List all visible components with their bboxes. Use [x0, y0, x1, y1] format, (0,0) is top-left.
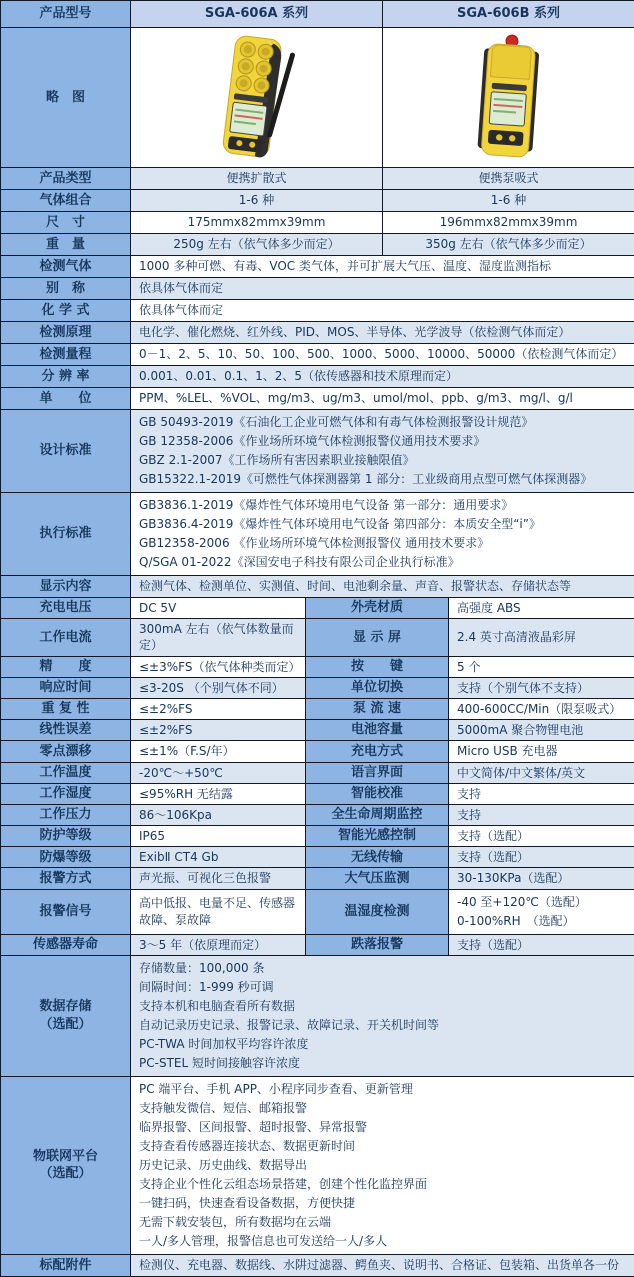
feature-line: 间隔时间：1-999 秒可调 — [139, 979, 274, 994]
product-photo-sga-606b — [383, 28, 634, 168]
row-detection-range — [1, 344, 634, 366]
spec-label: 温湿度检测 — [306, 890, 449, 935]
feature-line: 历史记录、历史曲线、数据导出 — [139, 1157, 308, 1172]
diffusion-detector-illustration — [205, 32, 309, 164]
spec-value-b: 1-6 种 — [383, 190, 634, 212]
spec-value: 支持（选配） — [449, 935, 634, 956]
spec-label: 响应时间 — [1, 678, 131, 699]
spec-label: 防爆等级 — [1, 847, 131, 868]
spec-value: DC 5V — [131, 598, 306, 619]
header-series-b: SGA-606B 系列 — [383, 1, 634, 28]
feature-line: 一人/多人管理，报警信息也可发送给一人/多人 — [139, 1233, 388, 1248]
spec-value: -20℃～+50℃ — [131, 763, 306, 784]
spec-label: 无线传输 — [306, 847, 449, 868]
spec-label: 设计标准 — [1, 410, 131, 493]
feature-line: PC 端平台、手机 APP、小程序同步查看、更新管理 — [139, 1081, 413, 1096]
spec-value: ≤±2%FS — [131, 699, 306, 720]
feature-line: 支持触发微信、短信、邮箱报警 — [139, 1100, 308, 1115]
spec-label: 执行标准 — [1, 493, 131, 576]
spec-label: 重 量 — [1, 234, 131, 256]
standard-line: GB15322.1-2019《可燃性气体探测器第 1 部分：工业级商用点型可燃气体探测器》 — [139, 472, 593, 486]
feature-line: 自动记录历史记录、报警记录、故障记录、开关机时间等 — [139, 1017, 440, 1032]
row-design-standards — [1, 410, 634, 493]
spec-value-line: -40 至+120℃（选配） — [457, 894, 587, 909]
spec-value: 支持 — [449, 784, 634, 805]
spec-label: 防护等级 — [1, 826, 131, 847]
feature-line: 无需下载安装包，所有数据均在云端 — [139, 1214, 332, 1229]
spec-label-line: 物联网平台 — [32, 1148, 98, 1164]
spec-label: 按 键 — [306, 657, 449, 678]
spec-label-line: （选配） — [39, 1166, 92, 1182]
row-response-time — [1, 678, 634, 699]
spec-label: 充电电压 — [1, 598, 131, 619]
spec-value: 2.4 英寸高清液晶彩屏 — [449, 619, 634, 656]
spec-value: 300mA 左右（依气体数量而定） — [131, 619, 306, 656]
feature-line: 存储数量：100,000 条 — [139, 960, 265, 975]
spec-value: 5 个 — [449, 657, 634, 678]
row-iot-platform — [1, 1077, 634, 1255]
spec-value-a: 1-6 种 — [131, 190, 383, 212]
row-sensor-life — [1, 935, 634, 956]
spec-value: 电化学、催化燃烧、红外线、PID、MOS、半导体、光学波导（依检测气体而定） — [131, 322, 634, 344]
spec-value: ≤±2%FS — [131, 720, 306, 741]
row-execution-standards — [1, 493, 634, 576]
spec-label — [1, 1077, 131, 1255]
spec-value: 支持 — [449, 805, 634, 826]
spec-label: 别 称 — [1, 278, 131, 300]
feature-line: 支持企业个性化云组态场景搭建，创建个性化监控界面 — [139, 1176, 428, 1191]
spec-label: 传感器寿命 — [1, 935, 131, 956]
button-panel — [487, 129, 523, 145]
spec-value: 检测仪、充电器、数据线、水阱过滤器、鳄鱼夹、说明书、合格证、包装箱、出货单各一份 — [131, 1255, 634, 1277]
header-series-a: SGA-606A 系列 — [131, 1, 383, 28]
spec-label: 化 学 式 — [1, 300, 131, 322]
row-alias — [1, 278, 634, 300]
spec-value: 3～5 年（依原理而定） — [131, 935, 306, 956]
feature-line: 支持查看传感器连接状态、数据更新时间 — [139, 1138, 356, 1153]
spec-value-a: 250g 左右（依气体多少而定） — [131, 234, 383, 256]
spec-value: 支持（选配） — [449, 847, 634, 868]
spec-label: 工作温度 — [1, 763, 131, 784]
row-linearity-error — [1, 720, 634, 741]
spec-label: 单位切换 — [306, 678, 449, 699]
standard-line: GB12358-2006 《作业场所环境气体检测报警仪 通用技术要求》 — [139, 536, 490, 550]
spec-value-a: 175mmx82mmx39mm — [131, 212, 383, 234]
spec-value: 5000mA 聚合物锂电池 — [449, 720, 634, 741]
spec-value: 30-130KPa（选配） — [449, 868, 634, 889]
product-photo-sga-606a — [131, 28, 383, 168]
spec-value: 高强度 ABS — [449, 598, 634, 619]
data-storage-list — [131, 956, 634, 1077]
spec-value-a: 便携扩散式 — [131, 168, 383, 190]
row-charge-voltage — [1, 598, 634, 619]
iot-feature-list — [131, 1077, 634, 1255]
spec-label: 电池容量 — [306, 720, 449, 741]
spec-label — [1, 956, 131, 1077]
spec-label-line: （选配） — [39, 1016, 92, 1032]
spec-label: 智能校准 — [306, 784, 449, 805]
spec-label: 工作湿度 — [1, 784, 131, 805]
sketch-label: 略 图 — [1, 28, 131, 168]
row-explosionproof-rating — [1, 847, 634, 868]
spec-value: 1000 多种可燃、有毒、VOC 类气体，并可扩展大气压、温度、湿度监测指标 — [131, 256, 634, 278]
pump-hump — [490, 44, 531, 79]
feature-line: PC-STEL 短时间接触容许浓度 — [139, 1055, 300, 1070]
temp-humidity-values — [449, 890, 634, 935]
row-detected-gases — [1, 256, 634, 278]
design-standards-list — [131, 410, 634, 493]
spec-label-line: 数据存储 — [39, 999, 92, 1015]
row-product-type — [1, 168, 634, 190]
row-working-humidity — [1, 784, 634, 805]
spec-label: 智能光感控制 — [306, 826, 449, 847]
spec-value: ≤95%RH 无结露 — [131, 784, 306, 805]
spec-value-b: 便携泵吸式 — [383, 168, 634, 190]
row-working-pressure — [1, 805, 634, 826]
row-zero-drift — [1, 741, 634, 762]
spec-label: 气体组合 — [1, 190, 131, 212]
row-data-storage — [1, 956, 634, 1077]
spec-value: ≤±1%（F.S/年） — [131, 741, 306, 762]
spec-value: Micro USB 充电器 — [449, 741, 634, 762]
spec-value: 声光振、可视化三色报警 — [131, 868, 306, 889]
spec-label: 外壳材质 — [306, 598, 449, 619]
row-working-current — [1, 619, 634, 656]
row-resolution — [1, 366, 634, 388]
spec-value: 检测气体、检测单位、实测值、时间、电池剩余量、声音、报警状态、存储状态等 — [131, 576, 634, 598]
row-alarm-mode — [1, 868, 634, 889]
spec-value: 依具体气体而定 — [131, 300, 634, 322]
spec-value: 86～106Kpa — [131, 805, 306, 826]
spec-label: 单 位 — [1, 388, 131, 410]
feature-line: 临界报警、区间报警、超时报警、异常报警 — [139, 1119, 368, 1134]
spec-value: 依具体气体而定 — [131, 278, 634, 300]
spec-label: 检测原理 — [1, 322, 131, 344]
spec-label: 重 复 性 — [1, 699, 131, 720]
header-row — [1, 1, 634, 28]
row-gas-combination — [1, 190, 634, 212]
spec-value: IP65 — [131, 826, 306, 847]
spec-label: 精 度 — [1, 657, 131, 678]
standard-line: GB 12358-2006《作业场所环境气体检测报警仪通用技术要求》 — [139, 434, 486, 448]
spec-value-b: 196mmx82mmx39mm — [383, 212, 634, 234]
row-accuracy — [1, 657, 634, 678]
standard-line: Q/SGA 01-2022《深国安电子科技有限公司企业执行标准》 — [139, 555, 460, 569]
spec-label: 报警方式 — [1, 868, 131, 889]
spec-label: 大气压监测 — [306, 868, 449, 889]
feature-line: PC-TWA 时间加权平均容许浓度 — [139, 1036, 309, 1051]
row-standard-accessories — [1, 1255, 634, 1277]
spec-label: 泵 流 速 — [306, 699, 449, 720]
row-protection-rating — [1, 826, 634, 847]
spec-label: 语言界面 — [306, 763, 449, 784]
row-weight — [1, 234, 634, 256]
spec-value: 中文简体/中文繁体/英文 — [449, 763, 634, 784]
spec-label: 跌落报警 — [306, 935, 449, 956]
row-chemical-formula — [1, 300, 634, 322]
spec-value-b: 350g 左右（依气体多少而定） — [383, 234, 634, 256]
spec-label: 零点漂移 — [1, 741, 131, 762]
row-display-content — [1, 576, 634, 598]
row-alarm-signal — [1, 890, 634, 935]
execution-standards-list — [131, 493, 634, 576]
spec-value: PPM、%LEL、%VOL、mg/m3、ug/m3、umol/mol、ppb、g/m3、mg/l、g/l — [131, 388, 634, 410]
standard-line: GB3836.4-2019《爆炸性气体环境用电气设备 第四部分：本质安全型“i”》 — [139, 517, 541, 531]
spec-value: ExibⅡ CT4 Gb — [131, 847, 306, 868]
spec-label: 工作压力 — [1, 805, 131, 826]
spec-label: 分 辨 率 — [1, 366, 131, 388]
feature-line: 一键扫码，快速查看设备数据，方便快捷 — [139, 1195, 356, 1210]
spec-label: 产品类型 — [1, 168, 131, 190]
pump-detector-illustration — [457, 32, 561, 164]
spec-label: 报警信号 — [1, 890, 131, 935]
spec-value: ≤±3%FS（依气体种类而定） — [131, 657, 306, 678]
spec-label: 检测量程 — [1, 344, 131, 366]
feature-line: 支持本机和电脑查看所有数据 — [139, 998, 296, 1013]
row-repeatability — [1, 699, 634, 720]
screen — [489, 91, 526, 125]
standard-line: GBZ 2.1-2007《工作场所有害因素职业接触限值》 — [139, 453, 415, 467]
spec-value: 0－1、2、5、10、50、100、500、1000、5000、10000、50000（依检测气体而定） — [131, 344, 634, 366]
spec-label: 线性误差 — [1, 720, 131, 741]
spec-label: 标配附件 — [1, 1255, 131, 1277]
spec-label: 检测气体 — [1, 256, 131, 278]
spec-value-line: 0-100%RH （选配） — [457, 913, 575, 928]
row-units — [1, 388, 634, 410]
spec-value: 高中低报、电量不足、传感器故障、泵故障 — [131, 890, 306, 935]
standard-line: GB 50493-2019《石油化工企业可燃气体和有毒气体检测报警设计规范》 — [139, 415, 534, 429]
spec-label: 工作电流 — [1, 619, 131, 656]
spec-label: 显示内容 — [1, 576, 131, 598]
spec-value: 支持（个别气体不支持） — [449, 678, 634, 699]
spec-value: 400-600CC/Min（限泵吸式） — [449, 699, 634, 720]
sketch-row — [1, 28, 634, 168]
header-product-model-label: 产品型号 — [1, 1, 131, 28]
row-working-temperature — [1, 763, 634, 784]
spec-label: 充电方式 — [306, 741, 449, 762]
spec-label: 显 示 屏 — [306, 619, 449, 656]
spec-label: 全生命周期监控 — [306, 805, 449, 826]
row-detection-principle — [1, 322, 634, 344]
spec-value: ≤3-20S （个别气体不同） — [131, 678, 306, 699]
spec-value: 0.001、0.01、0.1、1、2、5（依传感器和技术原理而定） — [131, 366, 634, 388]
spec-value: 支持（选配） — [449, 826, 634, 847]
spec-label: 尺 寸 — [1, 212, 131, 234]
standard-line: GB3836.1-2019《爆炸性气体环境用电气设备 第一部分：通用要求》 — [139, 498, 514, 512]
row-dimensions — [1, 212, 634, 234]
